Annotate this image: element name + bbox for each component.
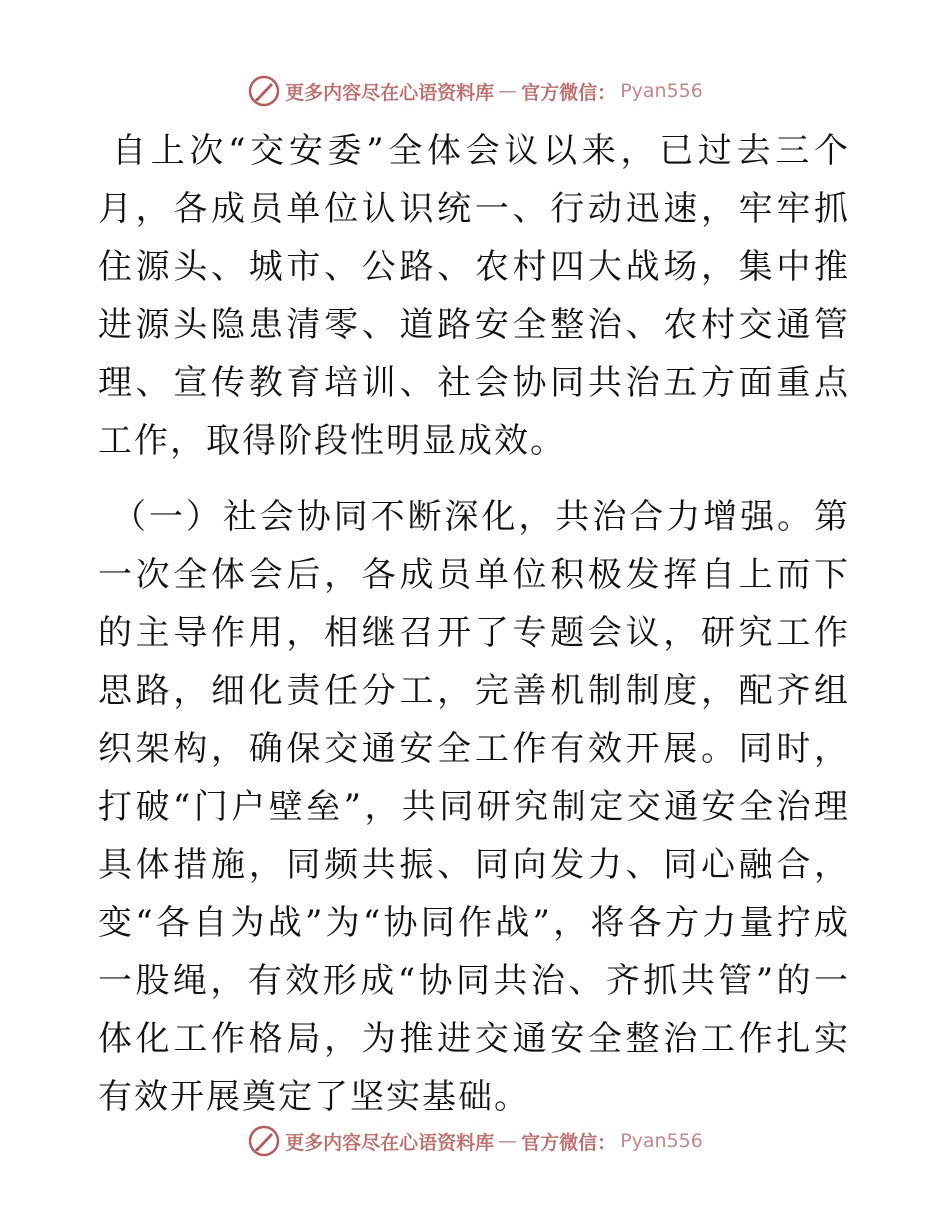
quill-logo-icon: [247, 74, 281, 108]
watermark-dash: —: [498, 1130, 518, 1152]
watermark-wechat-label: 官方微信：: [521, 81, 617, 104]
watermark-handle: Pyan556: [620, 80, 703, 102]
body-paragraph-2: （一）社会协同不断深化，共治合力增强。第一次全体会后，各成员单位积极发挥自上而下的主导作用，相继召开了专题会议，研究工作思路，细化责任分工，完善机制制度，配齐组织架构，确保交通安全工作有效开展。同时，打破“门户壁垒”，共同研究制定交通安全治理具体措施，同频共振、同向发力、同心融合，变“各自为战”为“协同作战”，将各方力量拧成一股绳，有效形成“协同共治、齐抓共管”的一体化工作格局，为推进交通安全整治工作扎实有效开展奠定了坚实基础。: [98, 497, 850, 1117]
watermark-brand: 更多内容尽在心语资料库: [285, 81, 495, 104]
header-watermark: [0, 74, 950, 108]
watermark-wechat-label: 官方微信：: [521, 1131, 617, 1154]
watermark-handle: Pyan556: [620, 1130, 703, 1152]
body-paragraph-1: 自上次“交安委”全体会议以来，已过去三个月，各成员单位认识统一、行动迅速，牢牢抓住源头、城市、公路、农村四大战场，集中推进源头隐患清零、道路安全整治、农村交通管理、宣传教育培训、社会协同共治五方面重点工作，取得阶段性明显成效。: [98, 131, 850, 461]
watermark-dash: —: [498, 80, 518, 102]
footer-watermark: [0, 1124, 950, 1158]
quill-logo-icon: [247, 1124, 281, 1158]
watermark-brand: 更多内容尽在心语资料库: [285, 1131, 495, 1154]
